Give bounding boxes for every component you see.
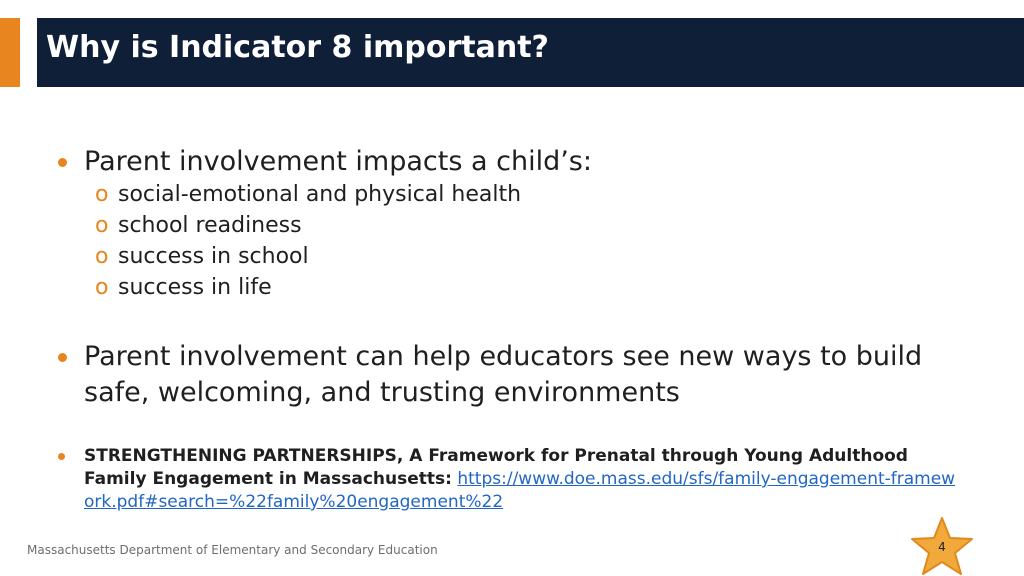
sub-item-text: success in life — [118, 275, 272, 300]
footer-organization: Massachusetts Department of Elementary and Secondary Education — [27, 543, 438, 557]
reference-block — [84, 445, 964, 514]
framework-link[interactable]: https://www.doe.mass.edu/sfs/family-engagement-framework.pdf#search=%22family%20engagement%22 — [84, 469, 956, 512]
sub-item-text: social-emotional and physical health — [118, 182, 522, 207]
page-number: 4 — [938, 540, 946, 554]
slide-title: Why is Indicator 8 important? — [46, 30, 549, 65]
circle-bullet-icon: o — [95, 244, 109, 269]
sub-item-text: school readiness — [118, 213, 302, 238]
reference-title: STRENGTHENING PARTNERSHIPS, A Framework for Prenatal through Young Adulthood Family Engagement in Massachusetts: — [84, 446, 908, 489]
bullet-dot-icon — [58, 353, 67, 362]
sub-item-text: success in school — [118, 244, 309, 269]
circle-bullet-icon: o — [95, 213, 109, 238]
bullet-2-text: Parent involvement can help educators see new ways to build safe, welcoming, and trusting environments — [84, 341, 923, 408]
circle-bullet-icon: o — [95, 182, 109, 207]
circle-bullet-icon: o — [95, 275, 109, 300]
bullet-dot-icon — [58, 453, 65, 460]
bullet-1-text: Parent involvement impacts a child’s: — [84, 146, 592, 177]
bullet-dot-icon — [58, 158, 67, 167]
